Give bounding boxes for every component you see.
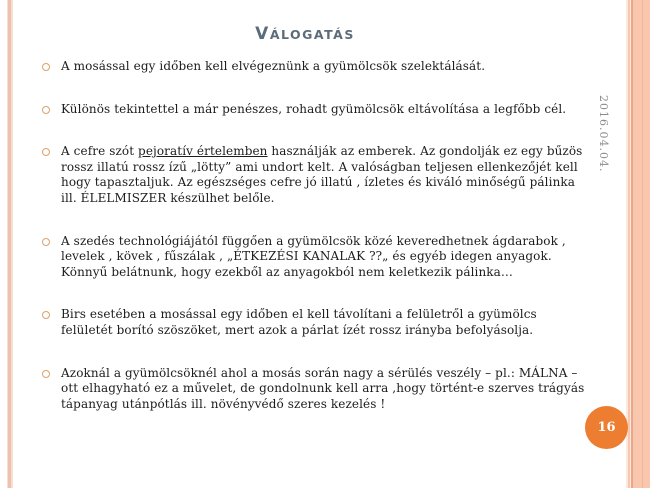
bullet-text-post: használják az emberek. Az gondolják ez egy bűzös rossz illatú rossz ízű „lötty” ami undort kelt. A valóságban teljesen ellenkezőjét kell hogy tapasztaljuk. Az egészséges cefre jó illatú , ízletes és kiváló minőségű pálinka ill. ÉLELMISZER készülhet belőle. bbox=[61, 144, 583, 205]
bullet-text: Különös tekintettel a már penészes, rohadt gyümölcsök eltávolítása a legfőbb cél. bbox=[61, 101, 567, 116]
bullet-circle-icon bbox=[42, 63, 50, 71]
bullet-text-pre: A cefre szót bbox=[61, 144, 139, 159]
page-number-badge: 16 bbox=[585, 406, 628, 449]
bullet-text: A mosással egy időben kell elvégeznünk a gyümölcsök szelektálását. bbox=[61, 59, 486, 73]
bullet-item bbox=[42, 102, 588, 118]
bullet-text: Azoknál a gyümölcsöknél ahol a mosás során nagy a sérülés veszély – pl.: MÁLNA – ott elhagyható ez a művelet, de gondolnunk kell arra ,hogy történt-e szerves trágyás tápanyag utánpótlás ill. növényvédő szeres kezelés ! bbox=[61, 365, 585, 411]
bullet-text: A szedés technológiájától függően a gyümölcsök közé keveredhetnek ágdarabok , levelek , kövek , fűszálak , „ÉTKEZÉSI KANALAK ??„ és egyéb idegen anyagok. Könnyű belátnunk, hogy ezekből az anyagokból nem keletkezik pálinka… bbox=[61, 233, 566, 279]
slide-title: VÁLOGATÁS bbox=[255, 24, 355, 44]
slide-body bbox=[42, 59, 588, 439]
bullet-list bbox=[42, 59, 588, 412]
bullet-item bbox=[42, 234, 588, 281]
bullet-text: Birs esetében a mosással egy időben el kell távolítani a felületről a gyümölcs felületét borító szöszöket, mert azok a párlat ízét rossz irányba befolyásolja. bbox=[61, 307, 537, 337]
bullet-circle-icon bbox=[42, 148, 50, 156]
bullet-item bbox=[42, 59, 588, 75]
bullet-circle-icon bbox=[42, 370, 50, 378]
bullet-circle-icon bbox=[42, 106, 50, 114]
bullet-circle-icon bbox=[42, 311, 50, 319]
bullet-text-underlined: pejoratív értelemben bbox=[138, 144, 268, 159]
left-border-decoration bbox=[7, 0, 14, 488]
right-border-decoration bbox=[622, 0, 650, 488]
bullet-item bbox=[42, 307, 588, 338]
date-label: 2016.04.04. bbox=[597, 95, 610, 173]
bullet-item bbox=[42, 366, 588, 413]
bullet-item bbox=[42, 144, 588, 206]
bullet-circle-icon bbox=[42, 238, 50, 246]
